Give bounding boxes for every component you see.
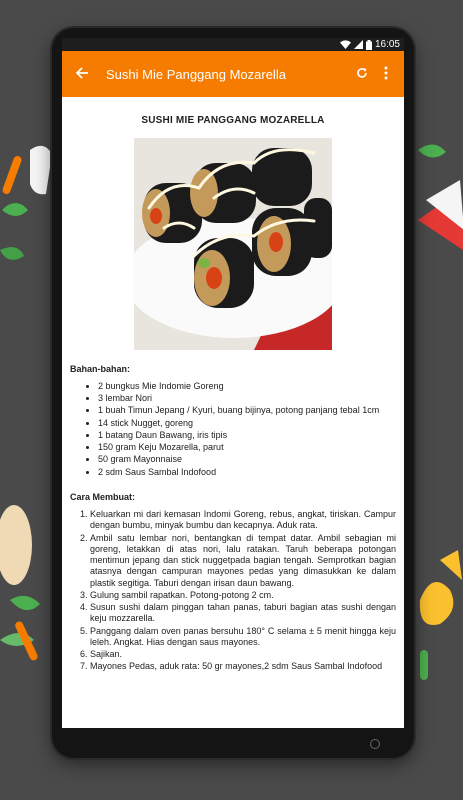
recipe-photo xyxy=(134,138,332,350)
refresh-button[interactable] xyxy=(350,66,374,82)
recipe-content[interactable] xyxy=(62,115,404,673)
step-item: 5. Panggang dalam oven panas bersuhu 180° C selama ± 5 menit hingga keju leleh. Angkat. Hias dengan saus mayones. xyxy=(90,626,396,649)
app-bar-title: Sushi Mie Panggang Mozarella xyxy=(106,66,286,82)
step-item: 3. Gulung sambil rapatkan. Potong-potong 2 cm. xyxy=(90,590,396,601)
more-vert-icon xyxy=(384,66,388,80)
signal-icon xyxy=(354,40,363,49)
phone-frame xyxy=(52,28,414,758)
status-time: 16:05 xyxy=(374,39,400,50)
ingredient-item: • 3 lembar Nori xyxy=(98,393,396,404)
step-item: 6. Sajikan. xyxy=(90,649,396,660)
battery-icon xyxy=(366,40,372,50)
back-arrow-icon xyxy=(75,66,89,80)
phone-nav-bar xyxy=(52,728,414,758)
ingredients-heading: Bahan-bahan: xyxy=(70,363,131,374)
ingredient-item: • 50 gram Mayonnaise xyxy=(98,454,396,465)
ingredient-item: • 2 sdm Saus Sambal Indofood xyxy=(98,467,396,478)
steps-list xyxy=(70,509,396,673)
ingredient-item: • 1 batang Daun Bawang, iris tipis xyxy=(98,430,396,441)
ingredient-item: • 14 stick Nugget, goreng xyxy=(98,418,396,429)
ingredient-item: • 1 buah Timun Jepang / Kyuri, buang bijinya, potong panjang tebal 1cm xyxy=(98,405,396,416)
step-item: 7. Mayones Pedas, aduk rata: 50 gr mayones,2 sdm Saus Sambal Indofood xyxy=(90,661,396,672)
home-button[interactable] xyxy=(370,739,380,749)
refresh-icon xyxy=(356,67,368,79)
wifi-icon xyxy=(340,40,351,49)
ingredient-item: • 150 gram Keju Mozarella, parut xyxy=(98,442,396,453)
more-options-button[interactable] xyxy=(374,66,398,83)
back-button[interactable] xyxy=(62,64,102,85)
step-item: 4. Susun sushi dalam pinggan tahan panas, taburi bagian atas sushi dengan keju mozzarella. xyxy=(90,602,396,625)
status-bar xyxy=(62,38,404,51)
recipe-title: SUSHI MIE PANGGANG MOZARELLA xyxy=(141,115,325,126)
step-item: 2. Ambil satu lembar nori, bentangkan di tempat datar. Ambil sebagian mi goreng, letakkan di atas nori, lalu ratakan. Taruh beberapa potongan mentimun jepang dan stick nuggetpada bagian tengah. Semprotkan bagian atasnya dengan campuran mayones pedas yang dimasukkan ke dalam plastik segitiga. Taburi dengan irisan daun bawang. xyxy=(90,533,396,589)
phone-screen xyxy=(62,38,404,728)
step-item: 1. Keluarkan mi dari kemasan Indomi Goreng, rebus, angkat, tiriskan. Campur dengan bumbu, minyak bumbu dan kecapnya. Aduk rata. xyxy=(90,509,396,532)
app-bar xyxy=(62,51,404,97)
ingredient-item: • 2 bungkus Mie Indomie Goreng xyxy=(98,381,396,392)
ingredients-list xyxy=(70,381,396,478)
steps-heading: Cara Membuat: xyxy=(70,491,136,502)
